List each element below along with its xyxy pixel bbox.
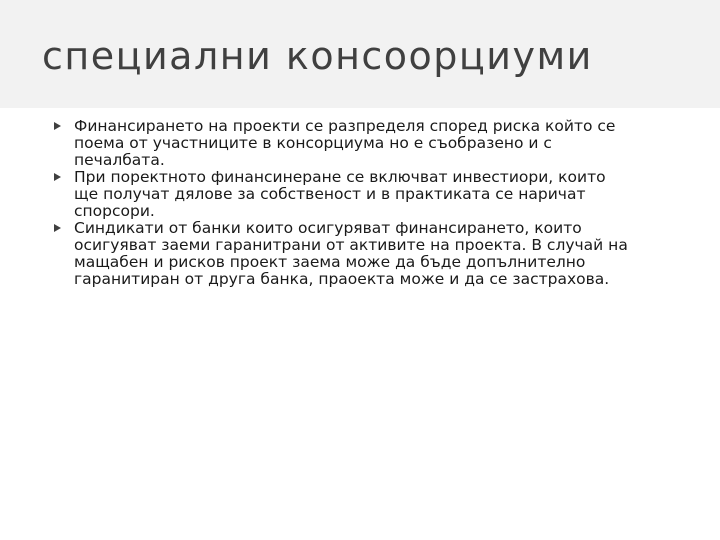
bullet-text-line: мащабен и рисков проект заема може да бъде допълнително: [74, 253, 586, 271]
bullet-item: [54, 169, 684, 220]
bullet-text-line: ще получат дялове за собственост и в практиката се наричат: [74, 185, 586, 203]
bullet-item: [54, 220, 684, 288]
bullet-text-line: гаранитиран от друга банка, праоекта може и да се застрахова.: [74, 270, 610, 288]
bullet-text-line: Синдикати от банки които осигуряват финансирането, които: [74, 219, 582, 237]
triangle-bullet-icon: [54, 173, 61, 181]
bullet-text-line: При поректното финансинеране се включват инвестиори, които: [74, 168, 606, 186]
bullet-item: [54, 118, 684, 169]
triangle-bullet-icon: [54, 224, 61, 232]
slide-title: специални консоорциуми: [42, 34, 593, 78]
bullet-text-line: Финансирането на проекти се разпределя според риска който се: [74, 117, 616, 135]
bullet-text-line: печалбата.: [74, 151, 165, 169]
bullet-text-line: спорсори.: [74, 202, 155, 220]
bullet-text-line: поема от участниците в консорциума но е съобразено и с: [74, 134, 552, 152]
bullet-list: [54, 118, 684, 288]
bullet-text-line: осигуяват заеми гаранитрани от активите на проекта. В случай на: [74, 236, 628, 254]
triangle-bullet-icon: [54, 122, 61, 130]
